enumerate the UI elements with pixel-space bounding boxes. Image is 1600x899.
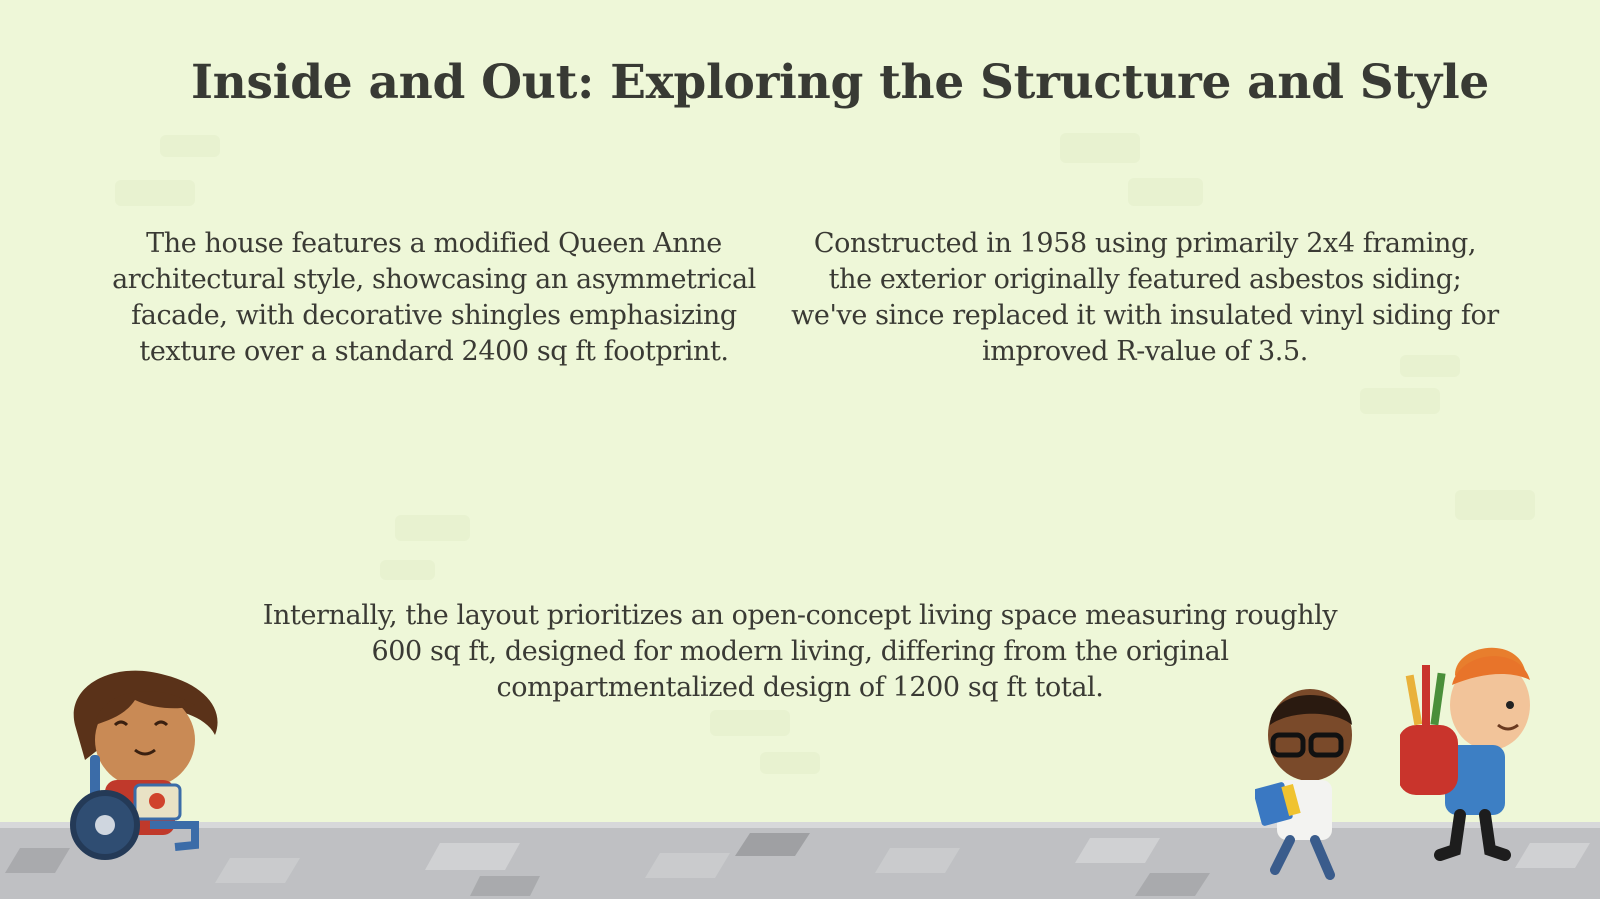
background-smudge <box>710 710 790 736</box>
bottom-paragraph: Internally, the layout prioritizes an open-concept living space measuring roughly 600 sq ft, designed for modern living, differing from the original compartmentalized design of 1200 sq ft total. <box>262 600 1338 703</box>
left-paragraph: The house features a modified Queen Anne architectural style, showcasing an asymmetrical facade, with decorative shingles emphasizing texture over a standard 2400 sq ft footprint. <box>112 228 756 367</box>
background-smudge <box>380 560 435 580</box>
boy-with-glasses-illustration <box>1255 685 1375 885</box>
background-smudge <box>395 515 470 541</box>
background-smudge <box>1360 388 1440 414</box>
background-smudge <box>160 135 220 157</box>
girl-in-wheelchair-illustration <box>55 665 235 885</box>
background-smudge <box>760 752 820 774</box>
right-paragraph: Constructed in 1958 using primarily 2x4 framing, the exterior originally featured asbestos siding; we've since replaced it with insulated vinyl siding for improved R-value of 3.5. <box>791 228 1499 367</box>
background-smudge <box>1128 178 1203 206</box>
background-smudge <box>115 180 195 206</box>
slide-title: Inside and Out: Exploring the Structure and Style <box>190 55 1490 110</box>
background-smudge <box>1455 490 1535 520</box>
background-smudge <box>1060 133 1140 163</box>
boy-with-backpack-illustration <box>1400 645 1550 870</box>
